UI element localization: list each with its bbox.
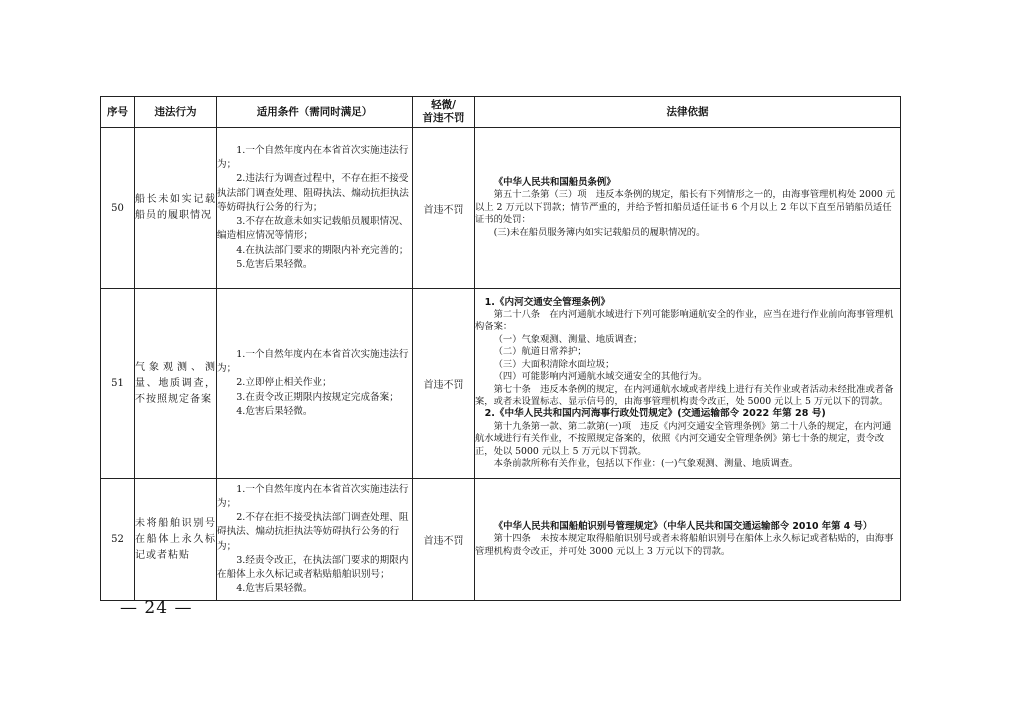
- law-paragraph: 第五十二条第（三）项 违反本条例的规定，船长有下列情形之一的，由海事管理机构处 2000 元以上 2 万元以下罚款；情节严重的，并给予暂扣船员适任证书 6 个月以上 2 年以下直至吊销船员适任证书的处罚：: [475, 189, 896, 226]
- header-pen-line1: 轻微/: [431, 99, 456, 111]
- condition-item: 2.立即停止相关作业；: [236, 377, 332, 389]
- law-paragraph: 第二十八条 在内河通航水域进行下列可能影响通航安全的作业，应当在进行作业前向海事管理机构备案：: [475, 309, 894, 333]
- header-pen-line2: 首违不罚: [422, 112, 465, 124]
- law-paragraph: 《中华人民共和国船员条例》: [493, 176, 616, 188]
- row-cond: [217, 128, 413, 289]
- condition-item: 3.不存在故意未如实记载船员履职情况、编造相应情况等情形；: [217, 216, 409, 242]
- condition-item: 3.在责令改正期限内按规定完成备案；: [236, 391, 399, 403]
- condition-item: 5.危害后果轻微。: [236, 258, 313, 270]
- condition-item: 4.在执法部门要求的期限内补充完善的；: [236, 244, 409, 256]
- row-law: [475, 289, 901, 479]
- condition-item: 1.一个自然年度内在本省首次实施违法行为；: [217, 348, 409, 375]
- condition-item: 2.违法行为调查过程中，不存在拒不接受执法部门调查处理、阻碍执法、煽动抗拒执法等妨碍执行公务的行为；: [217, 173, 409, 213]
- row-pen: 首违不罚: [413, 479, 475, 601]
- row-no: 50: [101, 128, 135, 289]
- header-law: 法律依据: [475, 97, 901, 128]
- regulation-table: [100, 96, 901, 601]
- law-paragraph: 本条前款所称有关作业，包括以下作业：(一)气象观测、测量、地质调查。: [493, 457, 799, 469]
- row-cond: [217, 289, 413, 479]
- law-paragraph: （二）航道日常养护；: [493, 346, 587, 358]
- law-paragraph: （三）大面积清除水面垃圾；: [493, 358, 615, 370]
- header-no: 序号: [101, 97, 135, 128]
- condition-item: 4.危害后果轻微。: [236, 583, 313, 595]
- condition-item: 1.一个自然年度内在本省首次实施违法行为；: [217, 483, 409, 509]
- condition-item: 3.经责令改正，在执法部门要求的期限内在船体上永久标记或者粘贴船舶识别号；: [217, 554, 409, 580]
- law-paragraph: （一）气象观测、测量、地质调查；: [493, 333, 643, 345]
- row-cond: [217, 479, 413, 601]
- condition-item: 1.一个自然年度内在本省首次实施违法行为；: [217, 145, 409, 171]
- row-pen: 首违不罚: [413, 289, 475, 479]
- row-law: [475, 479, 901, 601]
- table-row: [101, 289, 901, 479]
- law-paragraph: (三)未在船员服务簿内如实记载船员的履职情况的。: [493, 226, 706, 238]
- law-paragraph: 《中华人民共和国船舶识别号管理规定》（中华人民共和国交通运输部令 2010 年第 4 号）: [493, 520, 873, 532]
- row-pen: 首违不罚: [413, 128, 475, 289]
- row-no: 52: [101, 479, 135, 601]
- table-row: [101, 128, 901, 289]
- law-paragraph: （四）可能影响内河通航水域交通安全的其他行为。: [493, 371, 708, 383]
- row-act: 船长未如实记载船员的履职情况: [135, 128, 217, 289]
- row-no: 51: [101, 289, 135, 479]
- condition-item: 4.危害后果轻微。: [236, 405, 313, 417]
- table-row: [101, 479, 901, 601]
- page-number: — 24 —: [120, 598, 193, 618]
- row-law: [475, 128, 901, 289]
- table-header-row: [101, 97, 901, 128]
- condition-item: 2.不存在拒不接受执法部门调查处理、阻碍执法、煽动抗拒执法等妨碍执行公务的行为；: [217, 512, 409, 552]
- row-act: 未将船舶识别号在船体上永久标记或者粘贴: [135, 479, 217, 601]
- law-paragraph: 1.《内河交通安全管理条例》: [484, 296, 611, 308]
- row-act: 气象观测、测量、地质调查，不按照规定备案: [135, 289, 217, 479]
- header-cond: 适用条件（需同时满足）: [217, 97, 413, 128]
- header-act: 违法行为: [135, 97, 217, 128]
- law-paragraph: 第十九条第一款、第二款第(一)项 违反《内河交通安全管理条例》第二十八条的规定，在内河通航水域进行有关作业，不按照规定备案的，依照《内河交通安全管理条例》第七十条的规定，责令改正，处以 5000 元以上 5 万元以下罚款。: [475, 420, 892, 457]
- law-paragraph: 2.《中华人民共和国内河海事行政处罚规定》(交通运输部令 2022 年第 28 号): [484, 408, 826, 420]
- law-paragraph: 第七十条 违反本条例的规定，在内河通航水域或者岸线上进行有关作业或者活动未经批准或者备案，或者未设置标志、显示信号的，由海事管理机构责令改正，处 5000 元以上 5 万元以下的罚款。: [475, 383, 894, 407]
- header-pen: [413, 97, 475, 128]
- law-paragraph: 第十四条 未按本规定取得船舶识别号或者未将船舶识别号在船体上永久标记或者粘贴的，由海事管理机构责令改正，并可处 3000 元以上 3 万元以下的罚款。: [475, 533, 894, 557]
